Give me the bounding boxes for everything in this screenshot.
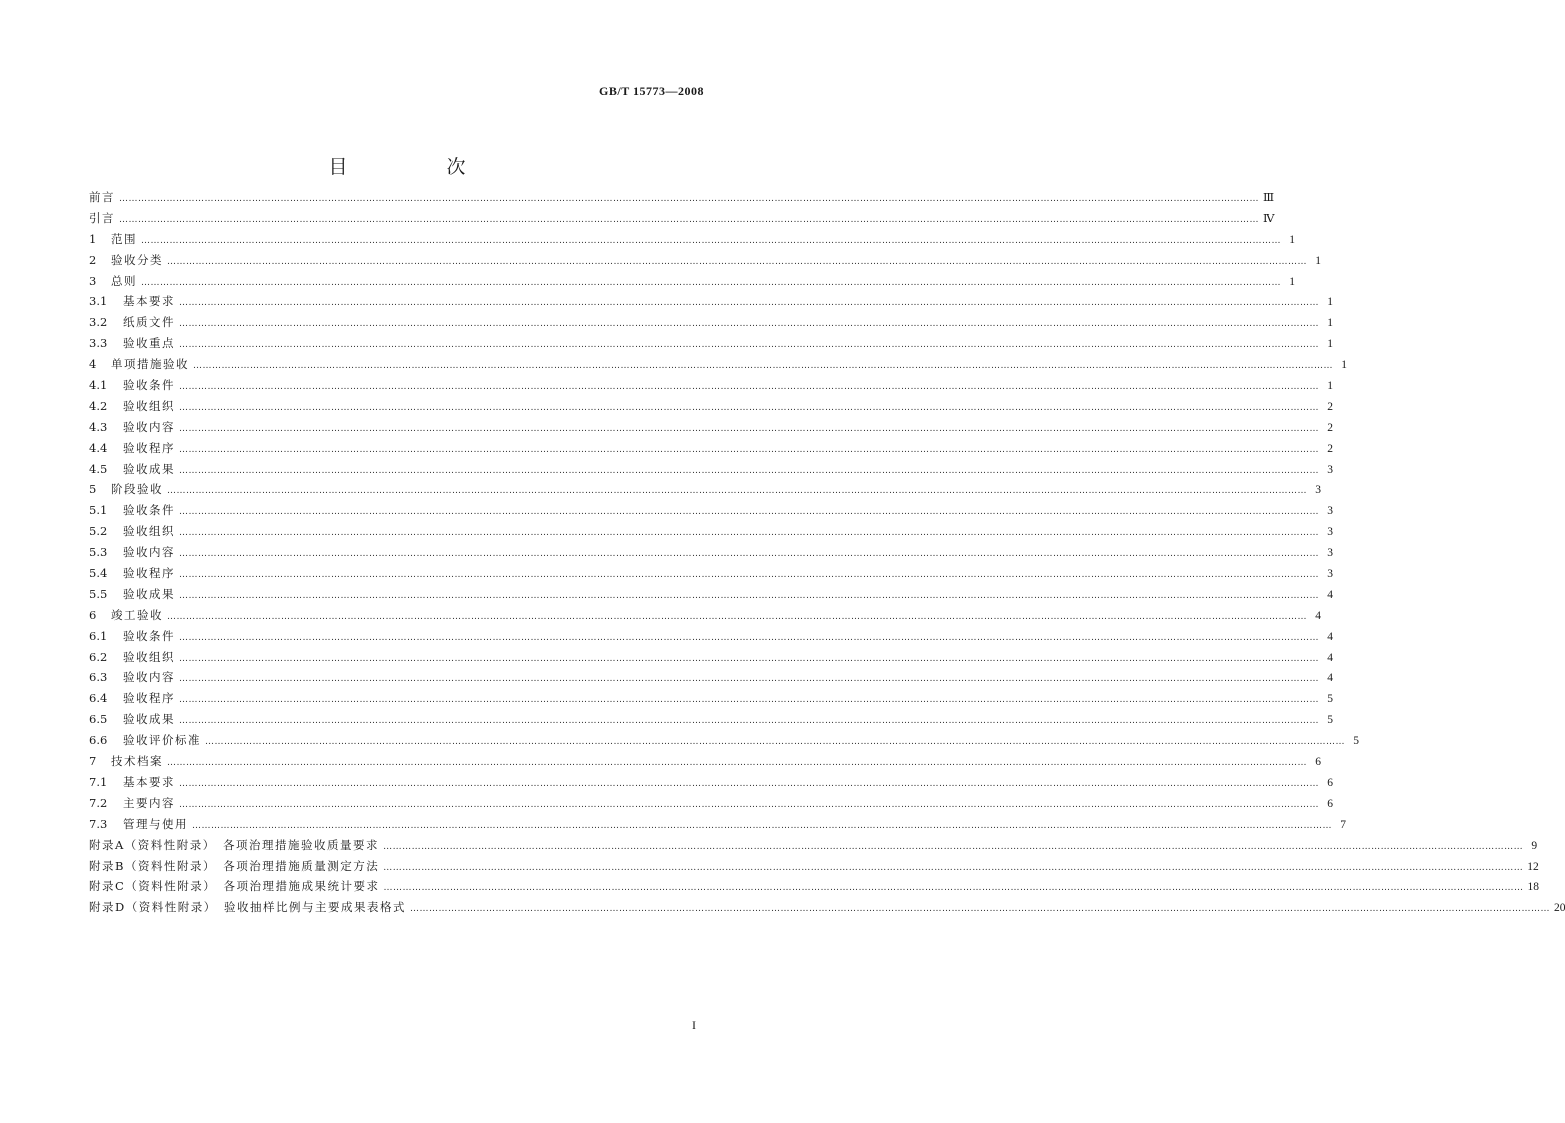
toc-entry-number: 5.2 bbox=[89, 524, 108, 539]
toc-entry-page: 1 bbox=[1327, 317, 1333, 330]
toc-entry[interactable] bbox=[89, 878, 1540, 899]
toc-entry[interactable] bbox=[89, 711, 1333, 732]
toc-entry-label: 验收成果 bbox=[123, 461, 175, 476]
toc-leader-dots: ……………………………………………………………………………………………………………………………………………………………………………………………………………………………………………………………………………………………………………………………… bbox=[179, 319, 1319, 330]
toc-entry[interactable] bbox=[89, 293, 1333, 314]
toc-entry-title bbox=[89, 398, 179, 414]
toc-leader-dots: ……………………………………………………………………………………………………………………………………………………………………………………………………………………………………………………………………………………………………………………………… bbox=[179, 674, 1319, 685]
toc-leader-dots: ……………………………………………………………………………………………………………………………………………………………………………………………………………………………………………………………………………………………………………………………… bbox=[179, 528, 1319, 539]
toc-entry-number: 4 bbox=[89, 357, 97, 372]
toc-entry-number: 6.1 bbox=[89, 628, 108, 643]
toc-entry[interactable] bbox=[89, 669, 1333, 690]
toc-entry-title bbox=[89, 753, 167, 769]
toc-entry-page: 1 bbox=[1341, 359, 1347, 372]
toc-entry-title bbox=[89, 837, 383, 853]
toc-entry-label: 纸质文件 bbox=[123, 315, 175, 330]
toc-leader-dots: ……………………………………………………………………………………………………………………………………………………………………………………………………………………………………………………………………………………………………………………………… bbox=[205, 737, 1345, 748]
toc-entry-label: 验收组织 bbox=[123, 649, 175, 664]
toc-entry[interactable] bbox=[89, 649, 1333, 670]
toc-leader-dots: ……………………………………………………………………………………………………………………………………………………………………………………………………………………………………………………………………………………………………………………………… bbox=[179, 653, 1319, 664]
toc-leader-dots: ……………………………………………………………………………………………………………………………………………………………………………………………………………………………………………………………………………………………………………………………… bbox=[141, 277, 1281, 288]
toc-entry[interactable] bbox=[89, 273, 1295, 294]
footer-page-number: I bbox=[692, 1018, 696, 1032]
toc-entry-number: 6.6 bbox=[89, 733, 108, 748]
toc-entry[interactable] bbox=[89, 544, 1333, 565]
toc-leader-dots: ……………………………………………………………………………………………………………………………………………………………………………………………………………………………………………………………………………………………………………………………… bbox=[192, 820, 1332, 831]
toc-entry-title bbox=[89, 314, 179, 330]
toc-entry-page: 2 bbox=[1327, 442, 1333, 455]
toc-entry-title bbox=[89, 711, 179, 727]
toc-entry[interactable] bbox=[89, 481, 1321, 502]
toc-entry-label: 基本要求 bbox=[123, 294, 175, 309]
toc-entry-label: 验收内容 bbox=[123, 670, 175, 685]
toc-entry-number: 3.2 bbox=[89, 315, 108, 330]
toc-entry-title bbox=[89, 356, 193, 372]
toc-leader-dots: ……………………………………………………………………………………………………………………………………………………………………………………………………………………………………………………………………………………………………………………………… bbox=[383, 883, 1524, 894]
toc-entry-number: 7.1 bbox=[89, 774, 108, 789]
toc-entry[interactable] bbox=[89, 314, 1333, 335]
toc-entry-label: 附录C（资料性附录） 各项治理措施成果统计要求 bbox=[89, 879, 380, 894]
toc-entry-page: Ⅲ bbox=[1263, 192, 1275, 204]
toc-entry-label: 验收内容 bbox=[123, 419, 175, 434]
toc-entry[interactable] bbox=[89, 565, 1333, 586]
toc-entry-label: 验收内容 bbox=[123, 545, 175, 560]
toc-entry-page: 5 bbox=[1327, 693, 1333, 706]
toc-entry-title bbox=[89, 273, 141, 289]
toc-entry-title bbox=[89, 690, 179, 706]
toc-leader-dots: ……………………………………………………………………………………………………………………………………………………………………………………………………………………………………………………………………………………………………………………………… bbox=[141, 235, 1281, 246]
toc-entry-label: 验收条件 bbox=[123, 628, 175, 643]
toc-entry-label: 竣工验收 bbox=[111, 607, 163, 622]
toc-entry[interactable] bbox=[89, 440, 1333, 461]
toc-entry-number: 3.3 bbox=[89, 336, 108, 351]
toc-leader-dots: ……………………………………………………………………………………………………………………………………………………………………………………………………………………………………………………………………………………………………………………………… bbox=[179, 778, 1319, 789]
toc-leader-dots: ……………………………………………………………………………………………………………………………………………………………………………………………………………………………………………………………………………………………………………………………… bbox=[179, 423, 1319, 434]
toc-entry-page: Ⅳ bbox=[1263, 212, 1275, 225]
toc-entry-title bbox=[89, 293, 179, 309]
toc-entry[interactable] bbox=[89, 628, 1333, 649]
toc-entry-number: 4.1 bbox=[89, 378, 108, 393]
toc-entry-number: 1 bbox=[89, 231, 97, 246]
toc-leader-dots: ……………………………………………………………………………………………………………………………………………………………………………………………………………………………………………………………………………………………………………………………… bbox=[167, 256, 1307, 267]
toc-entry-number: 7.3 bbox=[89, 816, 108, 831]
toc-leader-dots: ……………………………………………………………………………………………………………………………………………………………………………………………………………………………………………………………………………………………………………………………… bbox=[119, 194, 1259, 204]
toc-entry-title bbox=[89, 795, 179, 811]
toc-entry-page: 4 bbox=[1315, 609, 1321, 622]
toc-entry-title bbox=[89, 732, 205, 748]
toc-leader-dots: ……………………………………………………………………………………………………………………………………………………………………………………………………………………………………………………………………………………………………………………………… bbox=[179, 402, 1319, 413]
toc-entry-label: 验收评价标准 bbox=[123, 733, 201, 748]
toc-entry-page: 3 bbox=[1327, 463, 1333, 476]
toc-entry-page: 5 bbox=[1353, 735, 1359, 748]
toc-entry-page: 4 bbox=[1327, 651, 1333, 664]
toc-entry-label: 阶段验收 bbox=[111, 482, 163, 497]
toc-entry-label: 验收成果 bbox=[123, 712, 175, 727]
toc-entry-label: 附录A（资料性附录） 各项治理措施验收质量要求 bbox=[89, 837, 380, 852]
toc-entry-label: 验收分类 bbox=[111, 252, 163, 267]
toc-leader-dots: ……………………………………………………………………………………………………………………………………………………………………………………………………………………………………………………………………………………………………………………………… bbox=[383, 841, 1524, 852]
toc-entry-title bbox=[89, 419, 179, 435]
toc-entry-label: 管理与使用 bbox=[123, 816, 188, 831]
toc-entry-page: 7 bbox=[1340, 818, 1346, 831]
toc-entry-label: 验收组织 bbox=[123, 524, 175, 539]
toc-entry-label: 前言 bbox=[89, 190, 115, 204]
toc-entry-title bbox=[89, 544, 179, 560]
toc-entry-title bbox=[89, 523, 179, 539]
toc-entry-label: 技术档案 bbox=[111, 754, 163, 769]
toc-entry[interactable] bbox=[89, 356, 1347, 377]
toc-entry-label: 验收程序 bbox=[123, 691, 175, 706]
toc-entry-page: 2 bbox=[1327, 400, 1333, 413]
toc-entry-label: 验收重点 bbox=[123, 336, 175, 351]
toc-leader-dots: ……………………………………………………………………………………………………………………………………………………………………………………………………………………………………………………………………………………………………………………………… bbox=[167, 611, 1307, 622]
toc-entry-title bbox=[89, 607, 167, 623]
toc-entry[interactable] bbox=[89, 502, 1333, 523]
toc-entry-title bbox=[89, 878, 384, 894]
toc-entry-label: 引言 bbox=[89, 210, 115, 225]
toc-entry-title bbox=[89, 649, 179, 665]
toc-entry-page: 1 bbox=[1289, 275, 1295, 288]
toc-entry[interactable] bbox=[89, 189, 1275, 210]
toc-entry-title bbox=[89, 210, 119, 226]
table-of-contents bbox=[89, 189, 1565, 920]
toc-entry-page: 18 bbox=[1527, 881, 1540, 894]
toc-leader-dots: ……………………………………………………………………………………………………………………………………………………………………………………………………………………………………………………………………………………………………………………………… bbox=[119, 214, 1259, 225]
toc-entry-title bbox=[89, 628, 179, 644]
toc-entry-number: 6.4 bbox=[89, 691, 108, 706]
toc-entry-number: 6.2 bbox=[89, 649, 108, 664]
toc-entry-page: 3 bbox=[1315, 484, 1321, 497]
toc-entry-title bbox=[89, 335, 179, 351]
toc-entry[interactable] bbox=[89, 419, 1333, 440]
toc-entry[interactable] bbox=[89, 795, 1333, 816]
toc-entry-number: 7.2 bbox=[89, 795, 108, 810]
toc-entry-label: 验收程序 bbox=[123, 566, 175, 581]
toc-entry-title bbox=[89, 481, 167, 497]
toc-entry-number: 5 bbox=[89, 482, 97, 497]
toc-entry-title bbox=[89, 586, 179, 602]
toc-entry-page: 4 bbox=[1327, 672, 1333, 685]
toc-entry[interactable] bbox=[89, 837, 1538, 858]
toc-entry-page: 9 bbox=[1531, 839, 1538, 852]
toc-entry-label: 验收程序 bbox=[123, 440, 175, 455]
toc-entry-number: 5.5 bbox=[89, 586, 108, 601]
toc-entry-page: 4 bbox=[1327, 588, 1333, 601]
toc-entry-label: 验收组织 bbox=[123, 398, 175, 413]
toc-entry-page: 4 bbox=[1327, 630, 1333, 643]
toc-entry[interactable] bbox=[89, 461, 1333, 482]
toc-entry-title bbox=[89, 231, 141, 247]
toc-entry-number: 2 bbox=[89, 252, 97, 267]
toc-entry-number: 5.1 bbox=[89, 503, 108, 518]
toc-entry-page: 3 bbox=[1327, 526, 1333, 539]
toc-entry[interactable] bbox=[89, 690, 1333, 711]
toc-entry-label: 主要内容 bbox=[123, 795, 175, 810]
toc-leader-dots: ……………………………………………………………………………………………………………………………………………………………………………………………………………………………………………………………………………………………………………………………… bbox=[179, 590, 1319, 601]
toc-entry[interactable] bbox=[89, 774, 1333, 795]
toc-entry[interactable] bbox=[89, 335, 1333, 356]
toc-entry-page: 1 bbox=[1327, 380, 1333, 393]
toc-entry-title bbox=[89, 565, 179, 581]
toc-leader-dots: ……………………………………………………………………………………………………………………………………………………………………………………………………………………………………………………………………………………………………………………………… bbox=[179, 716, 1319, 727]
toc-leader-dots: ……………………………………………………………………………………………………………………………………………………………………………………………………………………………………………………………………………………………………………………………… bbox=[179, 465, 1319, 476]
toc-entry-page: 3 bbox=[1327, 547, 1333, 560]
toc-leader-dots: ……………………………………………………………………………………………………………………………………………………………………………………………………………………………………………………………………………………………………………………………… bbox=[179, 340, 1319, 351]
toc-entry-label: 基本要求 bbox=[123, 774, 175, 789]
toc-entry[interactable] bbox=[89, 523, 1333, 544]
toc-leader-dots: ……………………………………………………………………………………………………………………………………………………………………………………………………………………………………………………………………………………………………………………………… bbox=[179, 382, 1319, 393]
toc-entry-title bbox=[89, 502, 179, 518]
toc-leader-dots: ……………………………………………………………………………………………………………………………………………………………………………………………………………………………………………………………………………………………………………………………… bbox=[179, 507, 1319, 518]
toc-entry-title bbox=[89, 461, 179, 477]
toc-entry-page: 1 bbox=[1315, 254, 1321, 267]
toc-entry-number: 6 bbox=[89, 607, 97, 622]
toc-entry-page: 20 bbox=[1553, 902, 1565, 915]
toc-entry-page: 1 bbox=[1289, 233, 1295, 246]
toc-entry-number: 3.1 bbox=[89, 294, 108, 309]
toc-entry-label: 单项措施验收 bbox=[111, 357, 189, 372]
toc-entry-label: 验收成果 bbox=[123, 586, 175, 601]
toc-entry-page: 1 bbox=[1327, 338, 1333, 351]
toc-entry-title bbox=[89, 858, 383, 874]
toc-entry-number: 4.5 bbox=[89, 461, 108, 476]
toc-entry-number: 6.3 bbox=[89, 670, 108, 685]
toc-entry-label: 总则 bbox=[111, 273, 137, 288]
toc-entry-page: 6 bbox=[1327, 797, 1333, 810]
toc-entry-number: 4.3 bbox=[89, 419, 108, 434]
toc-entry-page: 5 bbox=[1327, 714, 1333, 727]
toc-entry-title bbox=[89, 774, 179, 790]
toc-entry-page: 3 bbox=[1327, 505, 1333, 518]
toc-entry[interactable] bbox=[89, 816, 1346, 837]
toc-leader-dots: ……………………………………………………………………………………………………………………………………………………………………………………………………………………………………………………………………………………………………………………………… bbox=[193, 361, 1333, 372]
toc-entry-number: 7 bbox=[89, 754, 97, 769]
toc-entry-title bbox=[89, 440, 179, 456]
toc-entry-label: 附录D（资料性附录） 验收抽样比例与主要成果表格式 bbox=[89, 900, 406, 915]
toc-entry-title bbox=[89, 189, 119, 205]
toc-entry[interactable] bbox=[89, 732, 1359, 753]
toc-entry[interactable] bbox=[89, 899, 1565, 920]
toc-entry-page: 6 bbox=[1315, 756, 1321, 769]
toc-entry[interactable] bbox=[89, 398, 1333, 419]
toc-entry[interactable] bbox=[89, 231, 1295, 252]
toc-entry[interactable] bbox=[89, 607, 1321, 628]
toc-leader-dots: ……………………………………………………………………………………………………………………………………………………………………………………………………………………………………………………………………………………………………………………………… bbox=[167, 486, 1307, 497]
toc-entry-page: 1 bbox=[1327, 296, 1333, 309]
toc-entry-number: 3 bbox=[89, 273, 97, 288]
toc-entry-page: 3 bbox=[1327, 568, 1333, 581]
toc-entry-page: 6 bbox=[1327, 776, 1333, 789]
toc-entry[interactable] bbox=[89, 753, 1321, 774]
toc-leader-dots: ……………………………………………………………………………………………………………………………………………………………………………………………………………………………………………………………………………………………………………………………… bbox=[179, 298, 1319, 309]
toc-entry-page: 2 bbox=[1327, 421, 1333, 434]
toc-leader-dots: ……………………………………………………………………………………………………………………………………………………………………………………………………………………………………………………………………………………………………………………………… bbox=[179, 444, 1319, 455]
toc-entry-label: 范围 bbox=[111, 231, 137, 246]
standard-code: GB/T 15773—2008 bbox=[599, 84, 704, 98]
toc-entry-number: 4.4 bbox=[89, 440, 108, 455]
toc-leader-dots: ……………………………………………………………………………………………………………………………………………………………………………………………………………………………………………………………………………………………………………………………… bbox=[179, 570, 1319, 581]
toc-entry-number: 4.2 bbox=[89, 398, 108, 413]
toc-entry[interactable] bbox=[89, 858, 1539, 879]
toc-entry[interactable] bbox=[89, 210, 1275, 231]
toc-entry-number: 6.5 bbox=[89, 712, 108, 727]
toc-entry[interactable] bbox=[89, 252, 1321, 273]
toc-leader-dots: ……………………………………………………………………………………………………………………………………………………………………………………………………………………………………………………………………………………………………………………………… bbox=[167, 758, 1307, 769]
toc-leader-dots: ……………………………………………………………………………………………………………………………………………………………………………………………………………………………………………………………………………………………………………………………… bbox=[409, 904, 1550, 915]
toc-entry-label: 验收条件 bbox=[123, 503, 175, 518]
toc-entry-title bbox=[89, 669, 179, 685]
toc-entry-label: 验收条件 bbox=[123, 378, 175, 393]
toc-leader-dots: ……………………………………………………………………………………………………………………………………………………………………………………………………………………………………………………………………………………………………………………………… bbox=[179, 632, 1319, 643]
page-title: 目 次 bbox=[328, 156, 506, 178]
toc-entry-title bbox=[89, 816, 192, 832]
toc-leader-dots: ……………………………………………………………………………………………………………………………………………………………………………………………………………………………………………………………………………………………………………………………… bbox=[179, 549, 1319, 560]
toc-leader-dots: ……………………………………………………………………………………………………………………………………………………………………………………………………………………………………………………………………………………………………………………………… bbox=[383, 862, 1524, 873]
toc-entry[interactable] bbox=[89, 586, 1333, 607]
toc-entry-number: 5.4 bbox=[89, 566, 108, 581]
toc-leader-dots: ……………………………………………………………………………………………………………………………………………………………………………………………………………………………………………………………………………………………………………………………… bbox=[179, 695, 1319, 706]
toc-entry[interactable] bbox=[89, 377, 1333, 398]
toc-entry-title bbox=[89, 377, 179, 393]
toc-entry-title bbox=[89, 252, 167, 268]
toc-leader-dots: ……………………………………………………………………………………………………………………………………………………………………………………………………………………………………………………………………………………………………………………………… bbox=[179, 799, 1319, 810]
toc-entry-label: 附录B（资料性附录） 各项治理措施质量测定方法 bbox=[89, 858, 380, 873]
toc-entry-number: 5.3 bbox=[89, 545, 108, 560]
toc-entry-page: 12 bbox=[1527, 860, 1539, 873]
toc-entry-title bbox=[89, 899, 410, 915]
